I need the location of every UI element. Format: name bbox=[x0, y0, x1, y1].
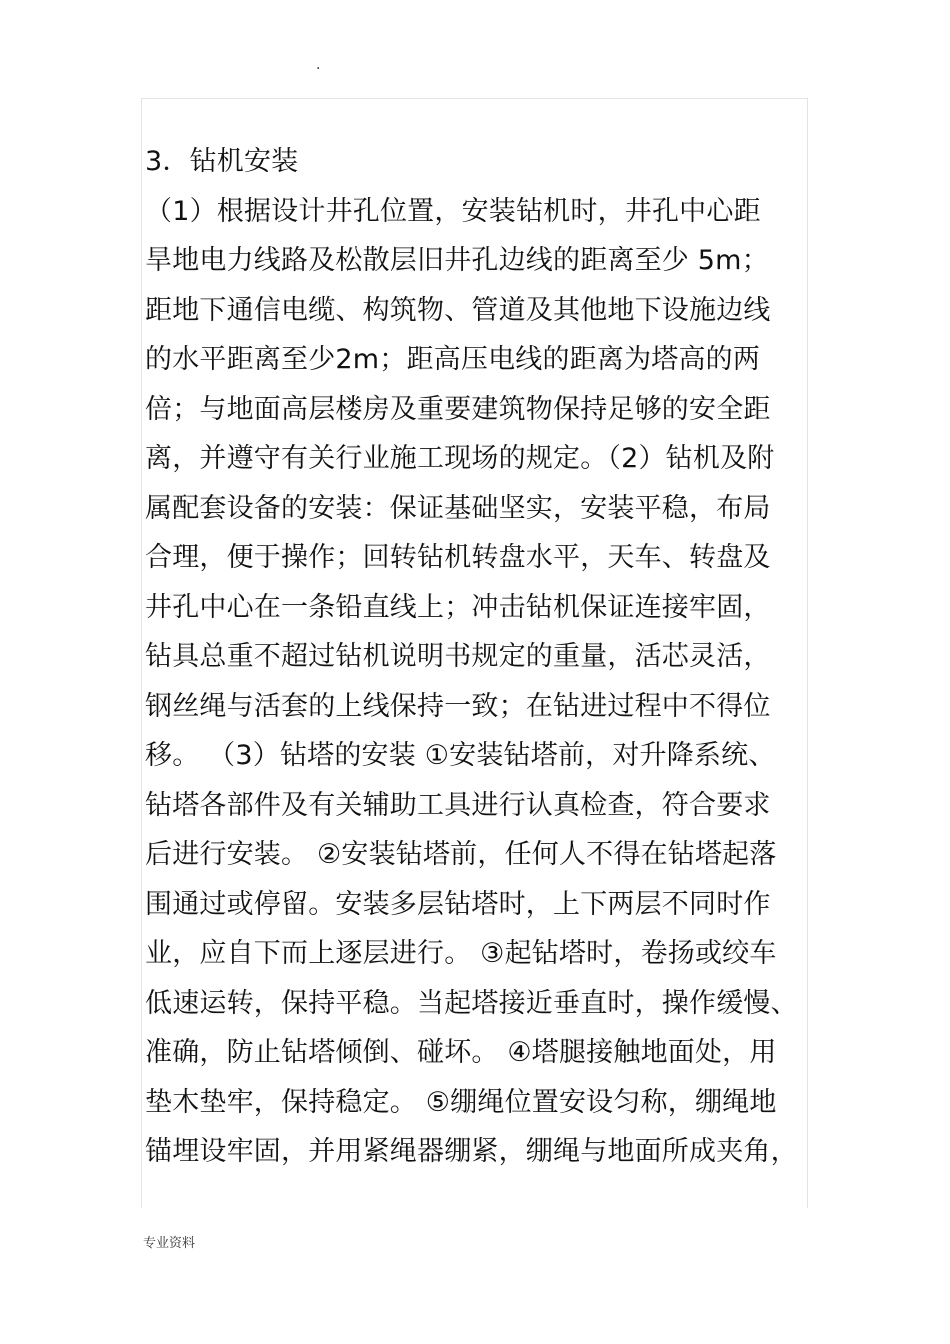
text-line: 倍；与地面高层楼房及重要建筑物保持足够的安全距 bbox=[145, 393, 771, 425]
text-line: 垫木垫牢，保持稳定。 ⑤绷绳位置安设匀称，绷绳地 bbox=[145, 1086, 777, 1118]
text-line: 低速运转，保持平稳。当起塔接近垂直时，操作缓慢、 bbox=[145, 987, 798, 1019]
text-line: 后进行安装。 ②安装钻塔前，任何人不得在钻塔起落 bbox=[145, 839, 777, 870]
header-mark: . bbox=[316, 57, 321, 73]
text-line: 移。 （3）钻塔的安装 ①安装钻塔前，对升降系统、 bbox=[145, 740, 776, 771]
document-body bbox=[145, 137, 809, 1177]
text-line: 旱地电力线路及松散层旧井孔边线的距离至少 5m； bbox=[145, 245, 769, 276]
section-heading: 3．钻机安装 bbox=[145, 146, 299, 177]
text-line: 围通过或停留。安装多层钻塔时，上下两层不同时作 bbox=[145, 888, 771, 920]
text-line: 的水平距离至少2m；距高压电线的距离为塔高的两 bbox=[145, 344, 761, 375]
text-line: 钻具总重不超过钻机说明书规定的重量，活芯灵活， bbox=[145, 641, 771, 672]
text-line: 钢丝绳与活套的上线保持一致；在钻进过程中不得位 bbox=[145, 690, 771, 722]
footer-label: 专业资料 bbox=[143, 1236, 196, 1251]
text-line: 准确，防止钻塔倾倒、碰坏。 ④塔腿接触地面处，用 bbox=[145, 1037, 777, 1068]
text-line: 距地下通信电缆、构筑物、管道及其他地下设施边线 bbox=[145, 294, 771, 326]
text-line: 钻塔各部件及有关辅助工具进行认真检查，符合要求 bbox=[145, 789, 771, 821]
text-line: 合理，便于操作；回转钻机转盘水平，天车、转盘及 bbox=[145, 542, 771, 573]
text-line: 业，应自下而上逐层进行。 ③起钻塔时，卷扬或绞车 bbox=[145, 938, 777, 969]
text-line: 锚埋设牢固，并用紧绳器绷紧，绷绳与地面所成夹角， bbox=[145, 1136, 798, 1167]
text-line: 属配套设备的安装：保证基础坚实，安装平稳，布局 bbox=[145, 492, 771, 524]
text-line: 离，并遵守有关行业施工现场的规定。（2）钻机及附 bbox=[145, 443, 775, 474]
text-line: 井孔中心在一条铅直线上；冲击钻机保证连接牢固， bbox=[145, 591, 771, 623]
text-line: （1）根据设计井孔位置，安装钻机时，井孔中心距 bbox=[145, 195, 761, 227]
